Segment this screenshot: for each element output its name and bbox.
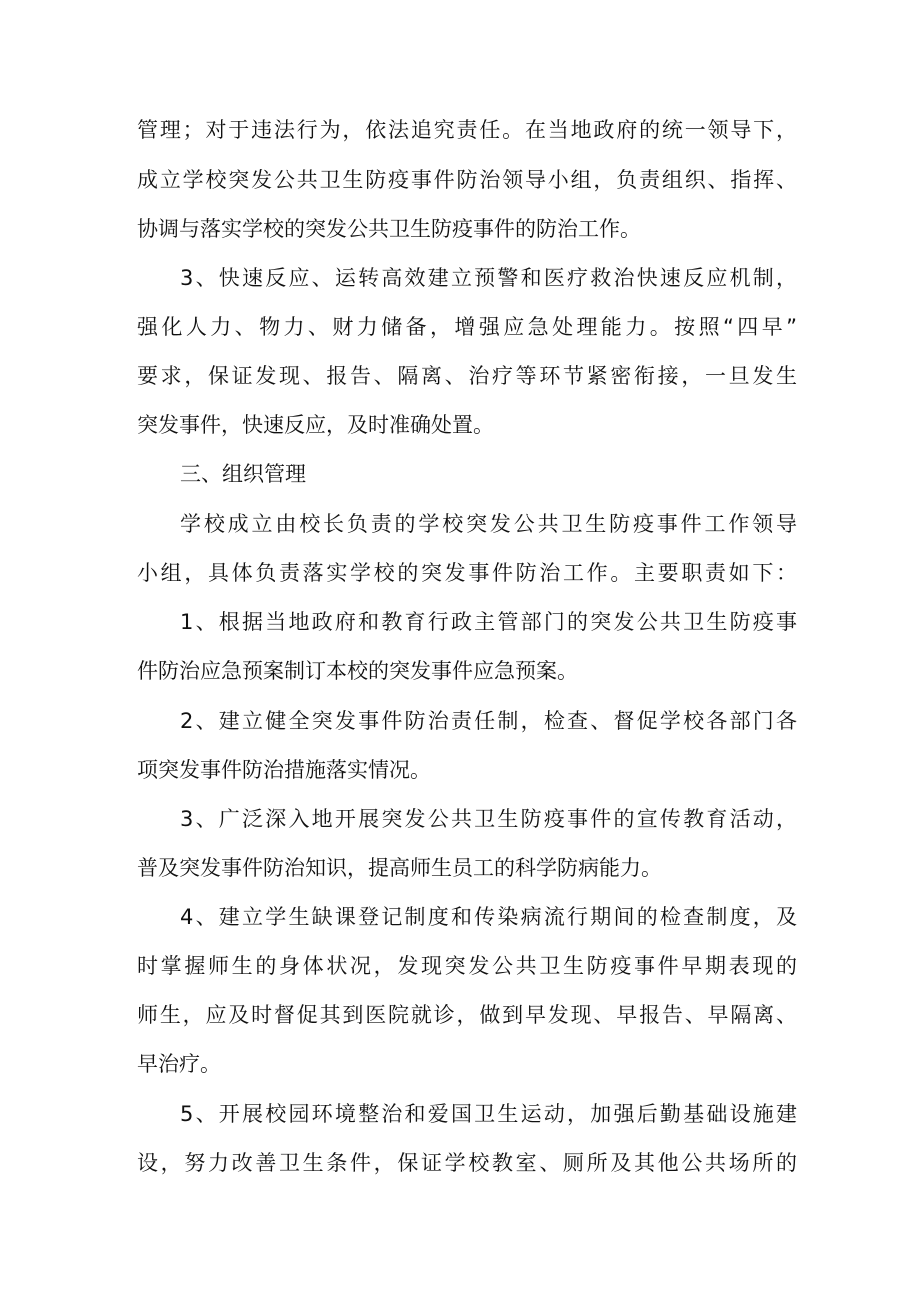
text-line: 2、建立健全突发事件防治责任制，检查、督促学校各部门各: [180, 709, 797, 733]
text-line: 突发事件，快速反应，及时准确处置。: [137, 413, 494, 437]
text-line: 成立学校突发公共卫生防疫事件防治领导小组，负责组织、指挥、: [137, 168, 797, 192]
text-line: 师生，应及时督促其到医院就诊，做到早发现、早报告、早隔离、: [137, 1003, 797, 1027]
text-line: 普及突发事件防治知识，提高师生员工的科学防病能力。: [137, 856, 662, 880]
text-line: 强化人力、物力、财力储备，增强应急处理能力。按照“四早”: [137, 315, 797, 339]
text-line: 4、建立学生缺课登记制度和传染病流行期间的检查制度，及: [180, 905, 797, 929]
text-line: 1、根据当地政府和教育行政主管部门的突发公共卫生防疫事: [180, 610, 797, 634]
text-line: 小组，具体负责落实学校的突发事件防治工作。主要职责如下：: [137, 561, 797, 585]
text-line: 学校成立由校长负责的学校突发公共卫生防疫事件工作领导: [180, 512, 797, 536]
text-line: 要求，保证发现、报告、隔离、治疗等环节紧密衔接，一旦发生: [137, 364, 797, 388]
text-line: 项突发事件防治措施落实情况。: [137, 758, 431, 782]
text-line: 3、广泛深入地开展突发公共卫生防疫事件的宣传教育活动，: [180, 807, 797, 831]
text-line: 设，努力改善卫生条件，保证学校教室、厕所及其他公共场所的: [137, 1151, 797, 1175]
text-line: 3、快速反应、运转高效建立预警和医疗救治快速反应机制，: [180, 266, 797, 290]
text-line: 管理；对于违法行为，依法追究责任。在当地政府的统一领导下，: [137, 118, 797, 142]
text-line: 件防治应急预案制订本校的突发事件应急预案。: [137, 659, 578, 683]
text-line: 协调与落实学校的突发公共卫生防疫事件的防治工作。: [137, 217, 641, 241]
text-line: 时掌握师生的身体状况，发现突发公共卫生防疫事件早期表现的: [137, 954, 797, 978]
text-line: 早治疗。: [137, 1052, 221, 1076]
text-line: 5、开展校园环境整治和爱国卫生运动，加强后勤基础设施建: [180, 1102, 797, 1126]
section-heading: 三、组织管理: [180, 462, 306, 486]
